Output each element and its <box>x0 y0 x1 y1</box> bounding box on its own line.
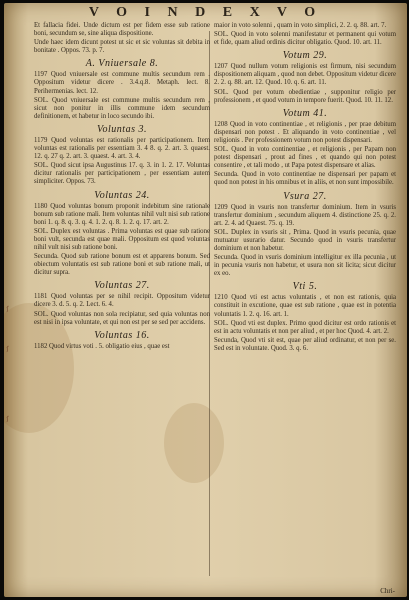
section-title: Vsura <box>283 190 310 202</box>
section-number: 8. <box>149 58 159 70</box>
section-number: 5. <box>308 281 318 293</box>
index-entry: SOL. Quod vti est duplex. Primo quod dicitur est ordo rationis et est in actu voluntatis et non per aliud , et per hoc Quod. 4. art. 2. <box>214 319 396 335</box>
section-title: A. Vniuersale <box>85 58 147 70</box>
index-entry: 1180 Quod voluntas bonum proponit indebitum sine rationale bonum sub ratione mali. Item voluntas nihil vult nisi sub ratione boni 1. q. 8. q. 3. q. 4. 1. 2. q. 8. 1. 2. q. 17. art. 2. <box>34 202 210 226</box>
handwritten-note: ſ <box>5 415 10 423</box>
index-entry: 1208 Quod in voto continentiae , et religionis , per prae debitum dispensari non potest . Et aliquando in voto continentiae , vel religionis . Per professionem votum non potest dispensari. <box>214 120 396 144</box>
index-entry: SOL. Duplex in vsuris sit , Prima. Quod in vsuris pecunia, quae mutuatur usurario datur. Secundo quod in vsuris transfertur dominium et non habetur. <box>214 228 396 252</box>
index-entry: maior in voto solenni , quam in voto simplici, 2. 2. q. 88. art. 7. <box>214 22 387 29</box>
section-number: 16. <box>135 329 150 341</box>
index-entry: 1179 Quod voluntas est rationalis per participationem. Item voluntas est rationalis per essentiam 3. 4 8. q. 2. art. 3. quaest. 12. q. 27 q. 2. art. 3. quaest. 4. art. 3. 4. <box>34 136 210 161</box>
section-title: Votum <box>282 107 311 119</box>
section-title: Voluntas <box>94 189 133 201</box>
right-column <box>214 22 396 354</box>
water-stain <box>164 403 224 483</box>
section-number: 27. <box>135 280 150 292</box>
section-heading <box>34 280 210 291</box>
section-title: Voluntas <box>94 280 133 292</box>
section-heading <box>34 190 210 201</box>
section-number: 27. <box>312 190 327 202</box>
index-entry: Secunda. Quod in vsuris dominium intelligitur ex illa pecunia , ut in pecunia vsuris non habetur, et usura non sit licita; sicut dicitur ex eo. <box>214 254 396 278</box>
left-column <box>34 22 210 352</box>
index-entry: SOL. Quod voluntas non sola recipiatur, sed quia voluntas non est nisi in ipsa voluntate, et qui non est per se sed per accidens. <box>34 310 210 326</box>
index-entry: SOL. Duplex est voluntas . Prima voluntas est quae sub ratione boni vult, secunda est quae mali. Oppositum est quod voluntas nihil vult nisi sub ratione boni. <box>34 227 210 251</box>
index-entry: Secunda, Quod vti sit est, quae per aliud ordinatur, et non per se. Sed est in voluntate. Quod. 3. q. 6. <box>214 336 396 352</box>
section-heading <box>214 50 396 61</box>
section-heading <box>214 191 396 202</box>
index-entry: SOL. Quod vniuersale est commune multis secundum rem , sicut non ponitur in illis commune idem secundum definitionem, et habetur in loco secundo ibi. <box>34 96 210 120</box>
index-entry: 1209 Quod in vsuris non transfertur dominium. Item in vsuris transfertur dominium , secundum aliquem 4. distinctione 25. q. 2. art. 2. 4. ad Quaest. 75. q. 19. <box>214 203 396 227</box>
section-title: Voluntas <box>94 329 133 341</box>
index-entry: SOL. Quod sicut ipsa Augustinus 17. q. 3. in 1. 2. 17. Voluntas dicitur rationalis per participationem , per essentiam autem simpliciter. Oppos. 73. <box>34 162 210 186</box>
index-entry: Secunda. Quod in voto continentiae ne dispensari per papam et quod non potest in his omnibus et in aliis, et non sunt impossibile. <box>214 171 396 187</box>
index-entry: SOL. Quod per votum obedientiae , supponitur religio per professionem , et quod votum in tempore fuerit. Quod. 10. 11. 12. <box>214 88 396 104</box>
section-number: 41. <box>313 107 328 119</box>
index-entry: 1197 Quod vniuersale est commune multis secundum rem . Oppositum videtur dicere . 3.4.q.8. Metaph. lect. 8. Perihermenias. lect. 12. <box>34 71 210 95</box>
index-entry: SOL. Quod in voto solenni manifestatur et permanent qui votum et fide, quam aliud ordinis dicitur obligatio. Quod. 10. art. 11. <box>214 31 396 47</box>
section-heading <box>34 330 210 341</box>
section-heading <box>34 124 210 135</box>
index-entry: 1207 Quod nullum votum religionis est firmum, nisi secundum dispositionem aliquam , quod non debet. Oppositum videtur dicere 2. 2. q. 88. art. 12. Quod. 10. q. 6. art. 11. <box>214 63 396 87</box>
section-title: Vti <box>292 281 306 293</box>
section-number: 24. <box>135 189 150 201</box>
index-entry: Secunda. Quod sub ratione bonum est et apparens bonum. Sed obiectum voluntatis est sub ratione boni et sub ratione mali, ut dicitur supra. <box>34 253 210 277</box>
catchword: Chri- <box>380 587 395 595</box>
section-title: Voluntas <box>97 123 136 135</box>
index-entry: Unde haec idem dicunt potest ut sic et sic voluntas sit debita in bonitate . Oppos. 73. p. 7. <box>34 39 210 55</box>
index-entry: 1210 Quod vti est actus voluntatis , et non est rationis, quia constituit in excutione, quae est sub ratione , quae est in potentia voluntatis 1. 2. q. 16. art. 1. <box>214 294 396 318</box>
index-entry: 1182 Quod virtus voti . 5. obligatio eius , quae est <box>34 342 170 350</box>
section-heading <box>214 108 396 119</box>
section-number: 29. <box>313 50 328 62</box>
section-number: 3. <box>138 123 147 135</box>
section-heading <box>34 58 210 69</box>
running-header: V O I N D E X V O <box>88 5 323 20</box>
index-entry: Et fallacia fidei. Unde dictum est per fidem esse sub ratione boni, secundum se, sine aliqua dispositione. <box>34 22 210 38</box>
book-page <box>4 3 407 597</box>
section-heading <box>214 281 396 292</box>
handwritten-note: ſ <box>5 305 10 313</box>
index-entry: 1181 Quod voluntas per se nihil recipit. Oppositum videtur dicere 3. d. 5. q. 2. Lect. 6. 4. <box>34 293 210 309</box>
handwritten-note: ſ <box>5 345 10 353</box>
section-title: Votum <box>282 50 311 62</box>
index-entry: SOL. Quod in voto continentiae , et religionis , per Papam non potest dispensari , prout ad fines , et quando qui non potest consentire , et tali modo , ut Papa potest dispensare et alias. <box>214 146 396 170</box>
